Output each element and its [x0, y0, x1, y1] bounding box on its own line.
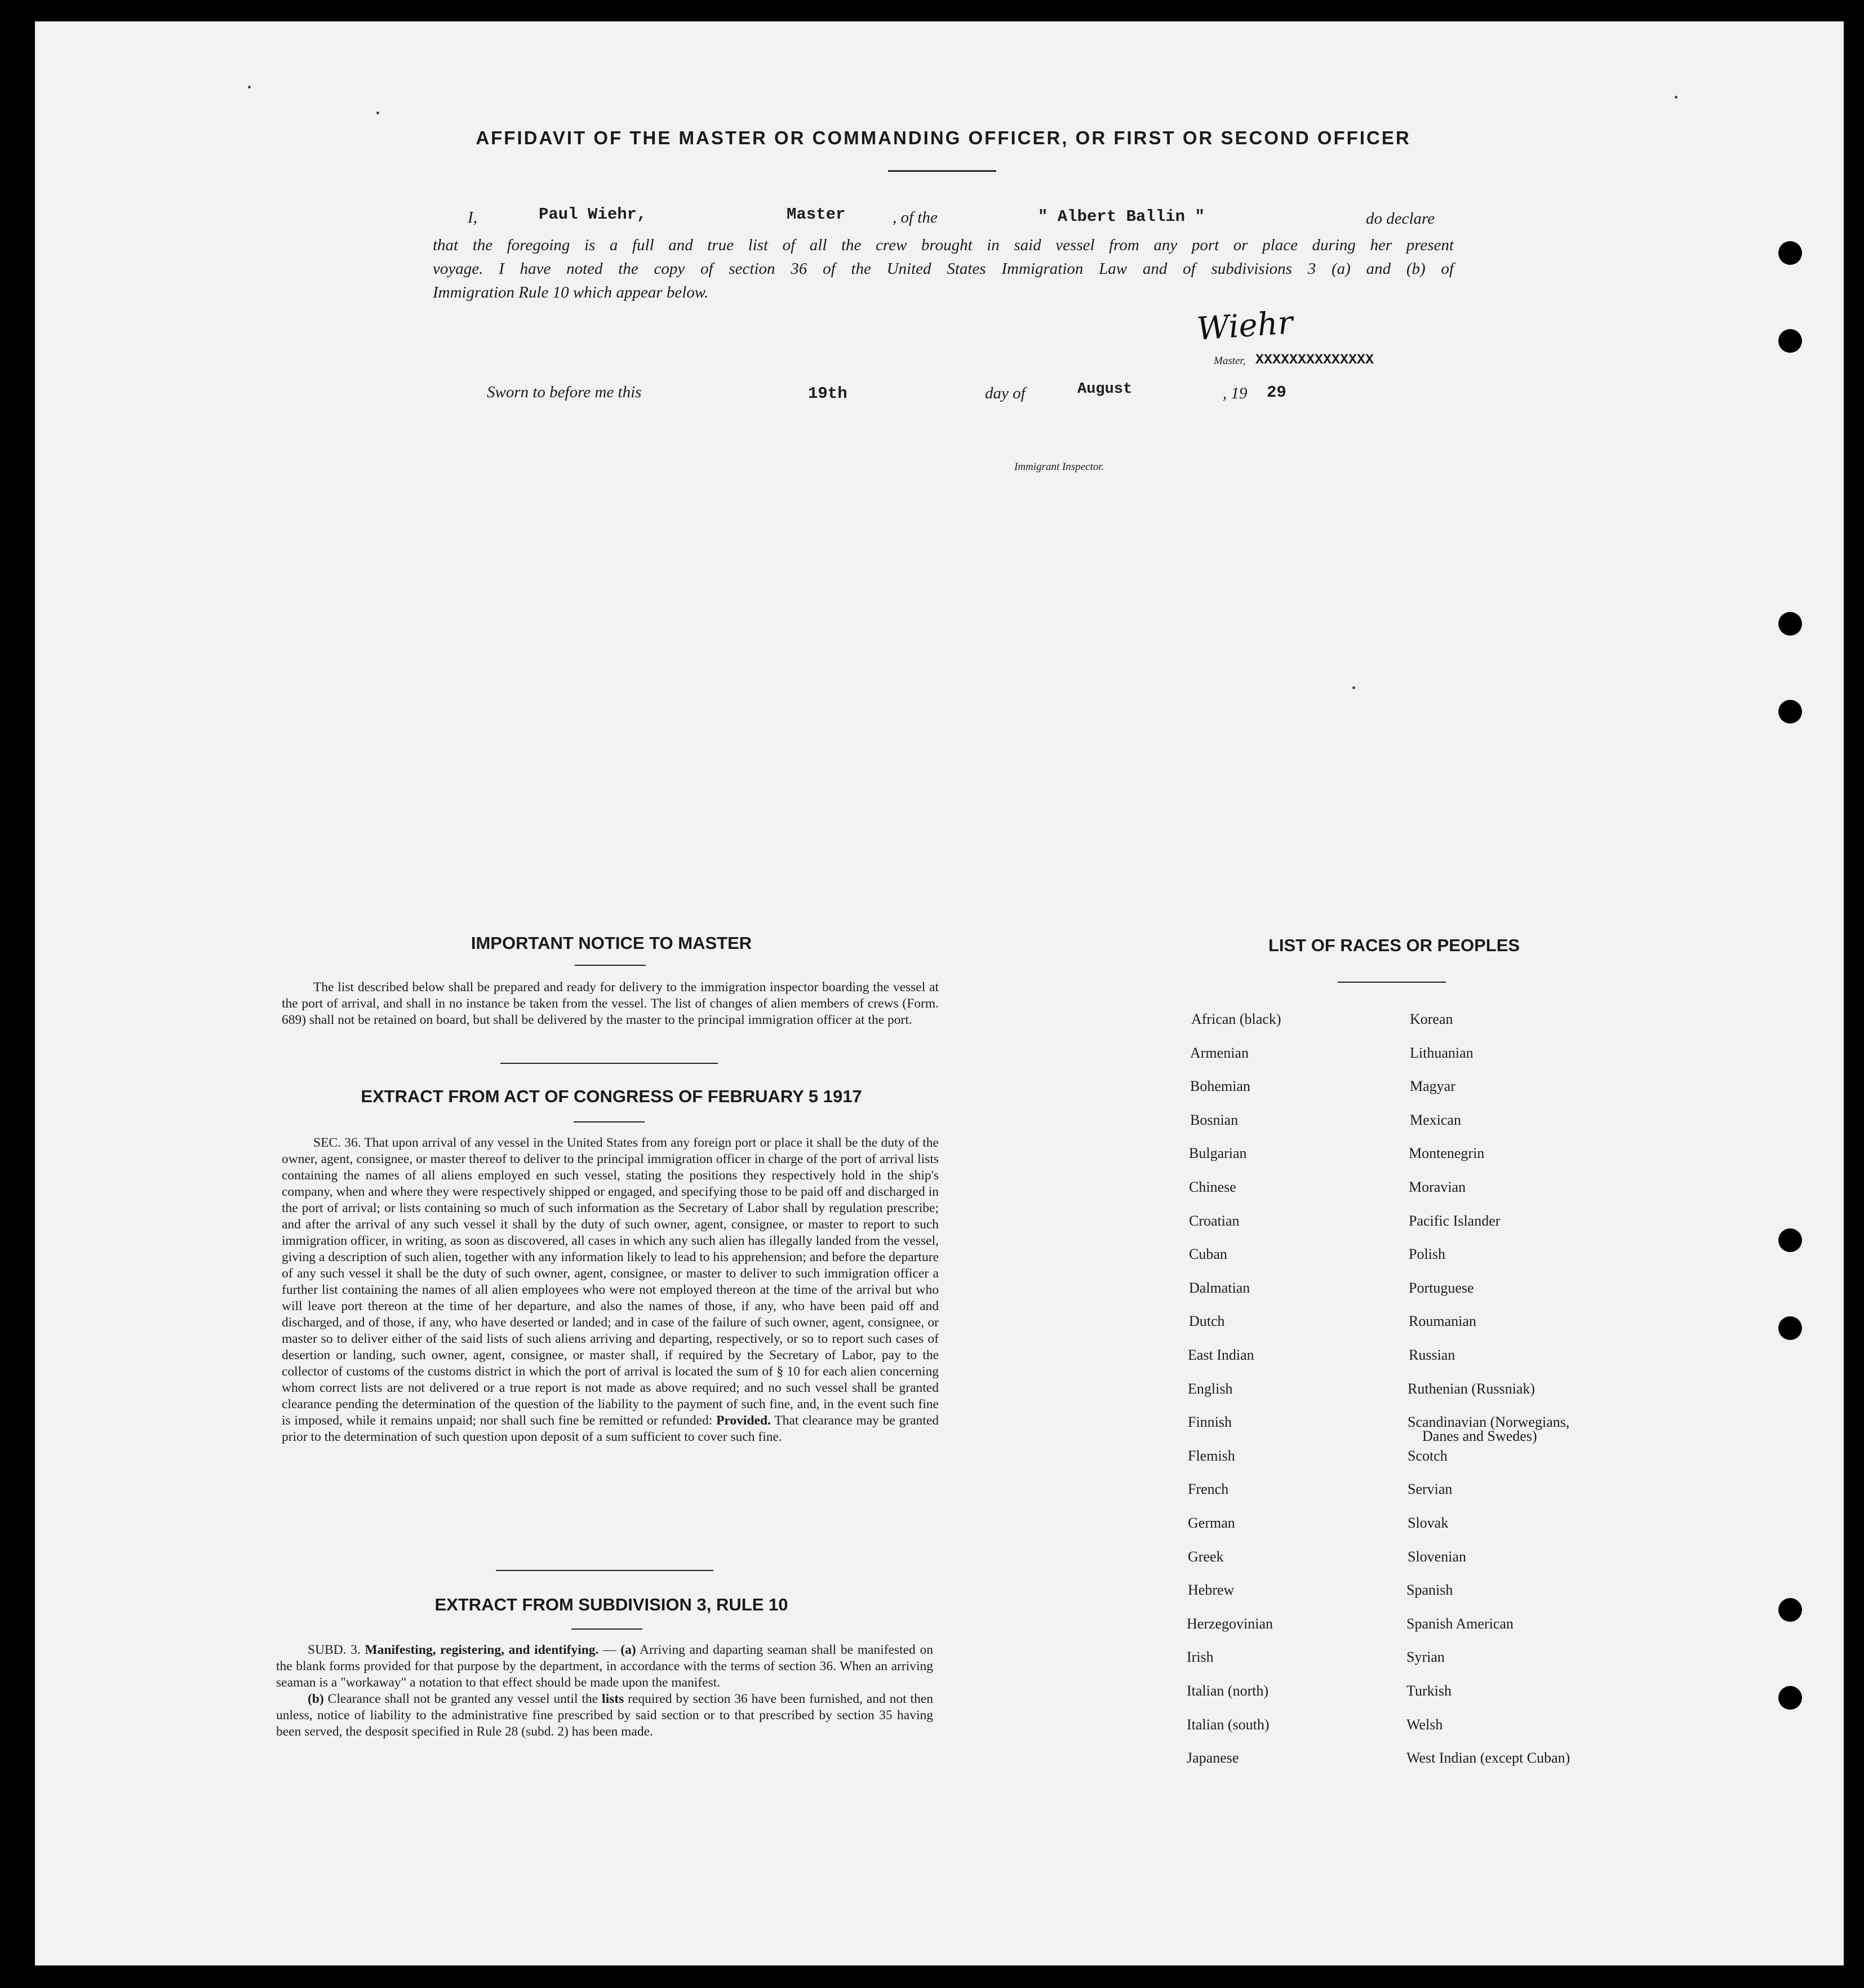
race-item: Roumanian	[1409, 1313, 1476, 1329]
race-item: Korean	[1410, 1011, 1453, 1027]
scan-edge	[1844, 21, 1864, 1965]
subdivision-title: EXTRACT FROM SUBDIVISION 3, RULE 10	[434, 1595, 788, 1614]
sworn-label: Sworn to before me this	[487, 383, 642, 401]
race-item: Portuguese	[1409, 1280, 1474, 1296]
year-prefix: , 19	[1223, 384, 1248, 402]
affidavit-line: voyage. I have noted the copy of section 36 of the United States Immigration Law and of subdivisions 3 (a) and (b) of	[433, 260, 1454, 278]
i-label: I,	[468, 208, 477, 227]
notice-paragraph: The list described below shall be prepared and ready for delivery to the immigration inspector boarding the vessel at the port of arrival, and shall in no instance be taken from the vessel. The list of changes of alien members of crews (Form. 689) shall not be retained on board, but shall be delivered by the master to the principal immigration officer at the port.	[282, 980, 939, 1027]
race-item: Bohemian	[1190, 1078, 1250, 1094]
subd-heading: Manifesting, registering, and identifying.	[365, 1643, 599, 1657]
do-declare-label: do declare	[1366, 210, 1435, 228]
race-item: Dutch	[1189, 1313, 1225, 1329]
affidavit-body	[433, 233, 1454, 304]
act-paragraph	[282, 1135, 939, 1445]
race-item: Scandinavian (Norwegians,	[1408, 1414, 1570, 1430]
race-item: Spanish American	[1406, 1616, 1514, 1632]
master-strikeout: XXXXXXXXXXXXXX	[1255, 352, 1374, 368]
race-item: German	[1188, 1515, 1235, 1531]
affidavit-title: AFFIDAVIT OF THE MASTER OR COMMANDING OFFICER, OR FIRST OR SECOND OFFICER	[476, 127, 1411, 148]
race-item: Moravian	[1409, 1179, 1466, 1195]
act-rule	[574, 1121, 645, 1122]
act-title: EXTRACT FROM ACT OF CONGRESS OF FEBRUARY 5 1917	[361, 1086, 862, 1106]
subd-b-label: (b)	[308, 1692, 324, 1706]
race-item: East Indian	[1188, 1347, 1254, 1363]
race-item: Mexican	[1410, 1112, 1461, 1128]
race-item: Lithuanian	[1410, 1045, 1474, 1061]
races-rule	[1338, 982, 1446, 983]
master-rank: Master	[787, 205, 846, 224]
race-item: Russian	[1409, 1347, 1455, 1363]
race-item: Pacific Islander	[1409, 1213, 1501, 1229]
race-item: Chinese	[1189, 1179, 1236, 1195]
race-item: West Indian (except Cuban)	[1406, 1750, 1570, 1766]
race-item: French	[1188, 1481, 1229, 1497]
master-name: Paul Wiehr,	[539, 205, 647, 224]
race-item: Cuban	[1189, 1246, 1227, 1262]
race-item: African (black)	[1191, 1011, 1281, 1027]
race-item: Magyar	[1410, 1078, 1455, 1094]
sworn-year: 29	[1267, 383, 1286, 402]
race-item: Italian (south)	[1187, 1716, 1270, 1733]
notice-title: IMPORTANT NOTICE TO MASTER	[471, 933, 752, 953]
vessel-name: " Albert Ballin "	[1038, 207, 1205, 226]
scan-speck	[248, 86, 251, 88]
notice-rule	[575, 965, 646, 966]
binder-hole	[1778, 329, 1802, 353]
act-body: SEC. 36. That upon arrival of any vessel in the United States from any foreign port or place it shall be the duty of the owner, agent, consignee, or master thereof to deliver to the principal immigration officer in charge of the port of arrival lists containing the names of all aliens employed en such vessel, stating the positions they respectively hold in the ship's company, when and where they were respectively shipped or engaged, and specifying those to be paid off and discharged in the port of arrival; or lists containing so much of such information as the Secretary of Labor shall by regulation prescribe; and after the arrival of any such vessel it shall by the duty of such owner, agent, consignee, or master to report to such immigration officer, in writing, as soon as discovered, all cases in which any such alien has illegally landed from the vessel, giving a description of such alien, together with any information likely to lead to his apprehension; and before the departure of any such vessel it shall be the duty of such owner, agent, consignee, or master to deliver to such immigration officer a further list containing the names of all alien employees who were not employed thereon at the time of the arrival but who will leave port thereon at the time of her departure, and also the names of those, if any, who have been paid off and discharged, and of those, if any, who have deserted or landed; and in case of the failure of such owner, agent, consignee, or master so to deliver either of the said lists of such aliens arriving and departing, respectively, or so to report such cases of desertion or landing, such owner, agent, consignee, or master shall, if required by the Secretary of Labor, pay to the collector of customs of the customs district in which the port of arrival is located the sum of § 10 for each alien concerning whom correct lists are not delivered or a true report is not made as above required; and no such vessel shall be granted clearance pending the determination of the question of the liability to the payment of such fine, and, in the event such fine is imposed, while it remains unpaid; nor shall such fine be remitted or refunded:	[282, 1135, 939, 1428]
act-text	[282, 1135, 939, 1445]
binder-hole	[1778, 1686, 1802, 1710]
race-item: Montenegrin	[1409, 1145, 1485, 1161]
race-item: Croatian	[1189, 1213, 1240, 1229]
races-title: LIST OF RACES OR PEOPLES	[1268, 935, 1520, 955]
sworn-day: 19th	[808, 384, 847, 403]
subdivision-text	[276, 1642, 933, 1740]
title-rule	[888, 170, 996, 172]
notice-text	[282, 979, 939, 1028]
race-item: Flemish	[1188, 1448, 1235, 1464]
subd-a-text: Arriving and daparting seaman shall be manifested on the blank forms provided for that purpose by the department, in accordance with the terms of section 36. When an arriving seaman is a "workaway" a notation to that effect should be made upon the manifest.	[276, 1643, 933, 1690]
inspector-label: Immigrant Inspector.	[1014, 461, 1104, 473]
race-item: Spanish	[1406, 1582, 1453, 1598]
subdivision-a	[276, 1642, 933, 1691]
race-item: Hebrew	[1188, 1582, 1235, 1598]
binder-hole	[1778, 612, 1802, 636]
section-rule	[500, 1063, 718, 1064]
race-item: Polish	[1409, 1246, 1446, 1262]
race-item: Slovenian	[1408, 1548, 1466, 1565]
race-item: Scotch	[1408, 1448, 1448, 1464]
subd-b-text-1: Clearance shall not be granted any vessel until the	[327, 1692, 598, 1706]
day-of-label: day of	[985, 384, 1026, 402]
subd-b-text-2: required by section 36 have been furnished, and not then unless, notice of liability to the administrative fine prescribed by said section or to that prescribed by section 35 having been served, the desposit specified in Rule 28 (subd. 2) has been made.	[276, 1692, 934, 1739]
race-item: Greek	[1188, 1548, 1224, 1565]
race-item: Bosnian	[1190, 1112, 1239, 1128]
subd-dash: —	[603, 1643, 616, 1657]
binder-hole	[1778, 1316, 1802, 1340]
race-item: Syrian	[1406, 1649, 1445, 1665]
binder-hole	[1778, 241, 1802, 265]
race-item: Armenian	[1190, 1045, 1249, 1061]
master-label: Master,	[1214, 355, 1246, 367]
race-item: Herzegovinian	[1187, 1616, 1273, 1632]
scan-speck	[376, 112, 379, 114]
race-item: Turkish	[1406, 1683, 1452, 1699]
act-body-end: That clearance may be granted prior to the determination of such question upon deposit of a sum sufficient to cover such fine.	[282, 1413, 939, 1444]
race-item: Welsh	[1406, 1716, 1443, 1733]
act-provided: Provided.	[716, 1413, 771, 1428]
scan-speck	[1675, 96, 1677, 99]
race-item: Slovak	[1408, 1515, 1449, 1531]
race-item: Danes and Swedes)	[1422, 1428, 1537, 1444]
of-the-label: , of the	[893, 208, 938, 227]
race-item: Japanese	[1187, 1750, 1239, 1766]
race-item: Ruthenian (Russniak)	[1408, 1381, 1535, 1397]
subd-a-label: (a)	[620, 1643, 636, 1657]
section-rule	[496, 1570, 713, 1571]
affidavit-line: Immigration Rule 10 which appear below.	[433, 283, 709, 301]
scan-speck	[1352, 686, 1355, 689]
race-item: Dalmatian	[1189, 1280, 1250, 1296]
sworn-month: August	[1077, 381, 1133, 398]
subd-b-lists: lists	[602, 1692, 624, 1706]
race-item: English	[1188, 1381, 1233, 1397]
race-item: Finnish	[1188, 1414, 1232, 1430]
master-signature: Wiehr	[1195, 304, 1294, 348]
race-item: Servian	[1408, 1481, 1453, 1497]
affidavit-line: that the foregoing is a full and true list of all the crew brought in said vessel from any port or place during her present	[433, 236, 1454, 254]
binder-hole	[1778, 700, 1802, 724]
subdivision-rule	[571, 1628, 642, 1630]
binder-hole	[1778, 1228, 1802, 1252]
race-item: Irish	[1187, 1649, 1214, 1665]
subdivision-b	[276, 1691, 933, 1740]
binder-hole	[1778, 1598, 1802, 1622]
race-item: Bulgarian	[1189, 1145, 1247, 1161]
subd-label: SUBD. 3.	[308, 1643, 361, 1657]
race-item: Italian (north)	[1187, 1683, 1269, 1699]
